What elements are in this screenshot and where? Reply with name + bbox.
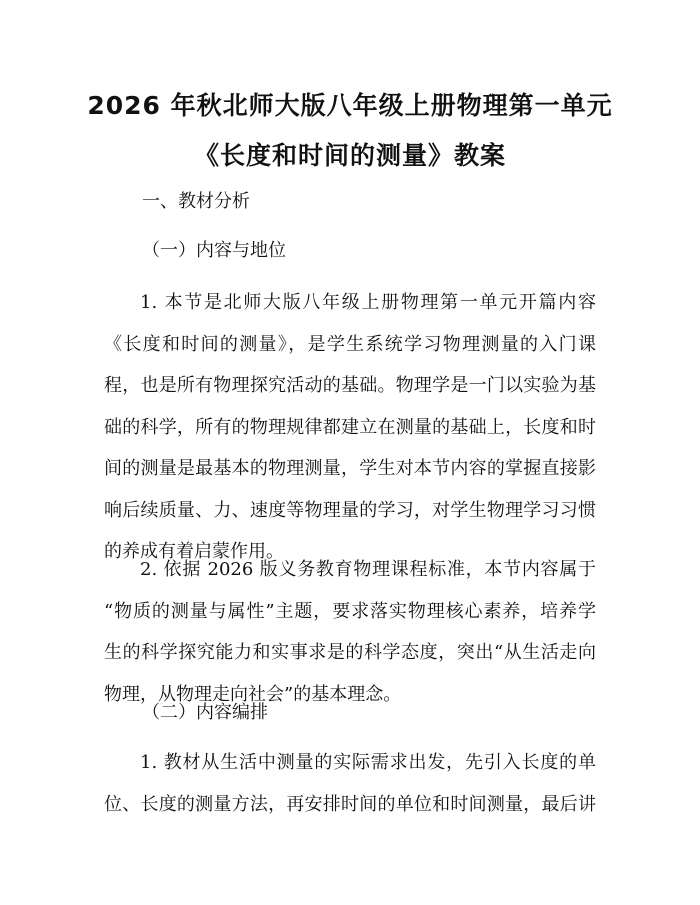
paragraph-3 <box>104 742 596 825</box>
paragraph-1-line: 础的科学，所有的物理规律都建立在测量的基础上，长度和时 <box>104 416 596 438</box>
paragraph-1-line: 《长度和时间的测量》，是学生系统学习物理测量的入门课 <box>104 333 596 355</box>
paragraph-2-line: 物理，从物理走向社会”的基本理念。 <box>104 683 402 705</box>
section-heading-textbook-analysis: 一、教材分析 <box>142 191 250 212</box>
paragraph-2 <box>104 549 596 715</box>
paragraph-1-line: 1. 本节是北师大版八年级上册物理第一单元开篇内容 <box>140 292 596 313</box>
subsection-heading-content-arrangement: （二）内容编排 <box>142 702 268 723</box>
paragraph-1 <box>104 282 596 573</box>
document-title-line-2: 《长度和时间的测量》教案 <box>193 141 506 170</box>
document-title-line-1: 2026 年秋北师大版八年级上册物理第一单元 <box>87 91 613 120</box>
paragraph-1-line: 的养成有着启蒙作用。 <box>104 541 284 562</box>
paragraph-3-line: 位、长度的测量方法，再安排时间的单位和时间测量，最后讲 <box>104 793 596 815</box>
paragraph-1-line: 响后续质量、力、速度等物理量的学习，对学生物理学习习惯 <box>104 499 596 521</box>
paragraph-2-line: “物质的测量与属性”主题，要求落实物理核心素养，培养学 <box>104 600 596 622</box>
paragraph-1-line: 程，也是所有物理探究活动的基础。物理学是一门以实验为基 <box>104 375 596 396</box>
subsection-heading-content-position: （一）内容与地位 <box>142 240 286 261</box>
paragraph-1-line: 间的测量是最基本的物理测量，学生对本节内容的掌握直接影 <box>104 458 596 479</box>
paragraph-2-line: 2. 依据 2026 版义务教育物理课程标准，本节内容属于 <box>140 559 596 580</box>
paragraph-2-line: 生的科学探究能力和实事求是的科学态度，突出“从生活走向 <box>104 642 596 663</box>
paragraph-3-line: 1. 教材从生活中测量的实际需求出发，先引入长度的单 <box>140 752 596 773</box>
